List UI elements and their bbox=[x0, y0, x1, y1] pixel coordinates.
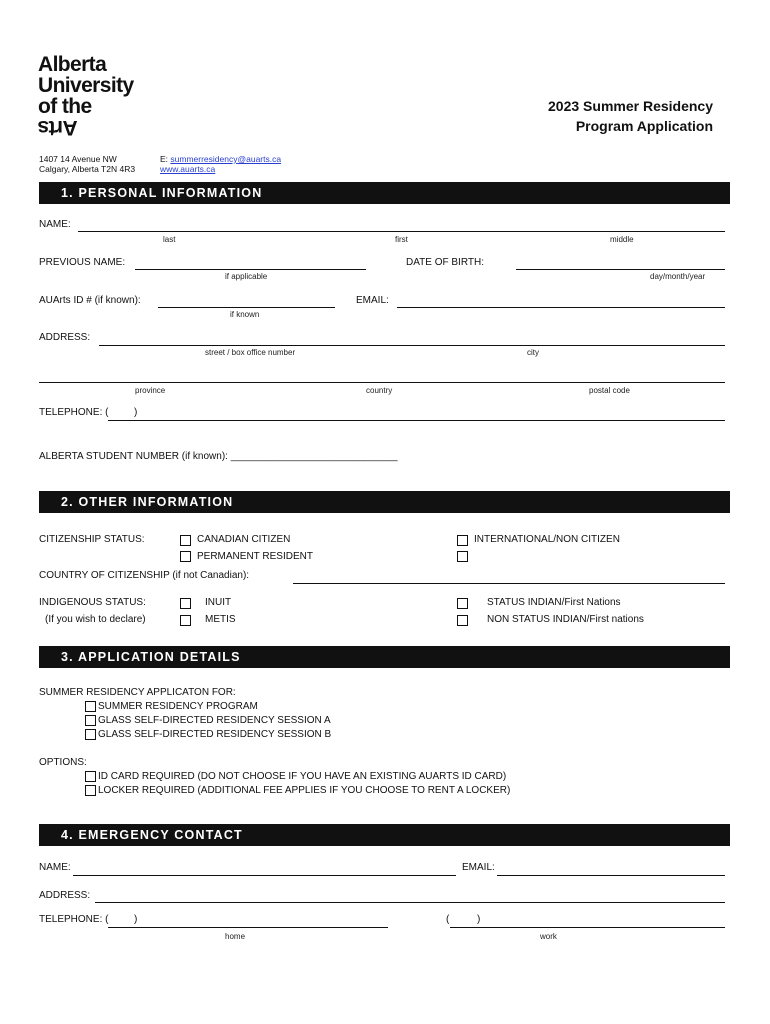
options-label: OPTIONS: bbox=[39, 757, 87, 768]
telephone-label: TELEPHONE: ( bbox=[39, 407, 109, 418]
summer-residency-program-label: SUMMER RESIDENCY PROGRAM bbox=[98, 701, 258, 712]
glass-session-a-checkbox[interactable] bbox=[85, 715, 96, 726]
indigenous-status-label: INDIGENOUS STATUS: bbox=[39, 597, 146, 608]
application-for-label: SUMMER RESIDENCY APPLICATON FOR: bbox=[39, 687, 236, 698]
logo-line-3: of the bbox=[38, 95, 92, 118]
auarts-id-field[interactable] bbox=[158, 307, 335, 308]
emergency-work-close-paren: ) bbox=[477, 914, 481, 925]
telephone-field[interactable] bbox=[108, 420, 725, 421]
country-of-citizenship-field[interactable] bbox=[293, 583, 725, 584]
glass-session-b-checkbox[interactable] bbox=[85, 729, 96, 740]
emergency-telephone-label: TELEPHONE: ( bbox=[39, 914, 109, 925]
previous-name-field[interactable] bbox=[135, 269, 366, 270]
logo-line-1: Alberta bbox=[38, 53, 107, 76]
logo-line-4: Arts bbox=[38, 116, 78, 139]
section-2-title: 2. OTHER INFORMATION bbox=[61, 495, 234, 509]
postal-code-caption: postal code bbox=[589, 386, 630, 395]
section-4-header bbox=[39, 824, 730, 846]
emergency-home-close-paren: ) bbox=[134, 914, 138, 925]
metis-label: METIS bbox=[205, 614, 236, 625]
dob-caption: day/month/year bbox=[650, 272, 706, 281]
section-1-header bbox=[39, 182, 730, 204]
section-4-title: 4. EMERGENCY CONTACT bbox=[61, 828, 243, 842]
permanent-resident-checkbox[interactable] bbox=[180, 551, 191, 562]
email-prefix: E: bbox=[160, 154, 169, 164]
address-label: ADDRESS: bbox=[39, 332, 91, 343]
if-known-caption: if known bbox=[230, 310, 260, 319]
email-field[interactable] bbox=[397, 307, 725, 308]
logo-line-2: University bbox=[38, 74, 134, 97]
locker-checkbox[interactable] bbox=[85, 785, 96, 796]
dob-label: DATE OF BIRTH: bbox=[406, 257, 484, 268]
indigenous-status-note: (If you wish to declare) bbox=[45, 614, 146, 625]
telephone-close-paren: ) bbox=[134, 407, 138, 418]
country-of-citizenship-label: COUNTRY OF CITIZENSHIP (if not Canadian): bbox=[39, 570, 250, 581]
emergency-work-phone-field[interactable] bbox=[450, 927, 725, 928]
canadian-citizen-label: CANADIAN CITIZEN bbox=[197, 534, 291, 545]
middle-caption: middle bbox=[610, 235, 634, 244]
dob-field[interactable] bbox=[516, 269, 725, 270]
country-caption: country bbox=[366, 386, 393, 395]
name-label: NAME: bbox=[39, 219, 71, 230]
address-line-1: 1407 14 Avenue NW bbox=[39, 154, 117, 164]
international-label: INTERNATIONAL/NON CITIZEN bbox=[474, 534, 620, 545]
contact-email-row bbox=[160, 154, 281, 164]
contact-email-link[interactable]: summerresidency@auarts.ca bbox=[170, 154, 282, 164]
locker-label: LOCKER REQUIRED (ADDITIONAL FEE APPLIES IF YOU CHOOSE TO RENT A LOCKER) bbox=[98, 785, 511, 796]
province-caption: province bbox=[135, 386, 166, 395]
section-3-header bbox=[39, 646, 730, 668]
alberta-student-number-label[interactable]: ALBERTA STUDENT NUMBER (if known): ______________________________ bbox=[39, 451, 398, 462]
form-title-line-2: Program Application bbox=[575, 118, 713, 134]
glass-session-b-label: GLASS SELF-DIRECTED RESIDENCY SESSION B bbox=[98, 729, 332, 740]
first-caption: first bbox=[395, 235, 408, 244]
emergency-name-field[interactable] bbox=[73, 875, 456, 876]
section-3-title: 3. APPLICATION DETAILS bbox=[61, 650, 241, 664]
international-checkbox[interactable] bbox=[457, 535, 468, 546]
emergency-home-phone-field[interactable] bbox=[108, 927, 388, 928]
status-indian-label: STATUS INDIAN/First Nations bbox=[487, 597, 621, 608]
citizenship-other-checkbox[interactable] bbox=[457, 551, 468, 562]
if-applicable-caption: if applicable bbox=[225, 272, 268, 281]
address-line-2: Calgary, Alberta T2N 4R3 bbox=[39, 164, 136, 174]
id-card-label: ID CARD REQUIRED (DO NOT CHOOSE IF YOU HAVE AN EXISTING AUARTS ID CARD) bbox=[98, 771, 507, 782]
street-field[interactable] bbox=[99, 345, 725, 346]
last-caption: last bbox=[163, 235, 176, 244]
previous-name-label: PREVIOUS NAME: bbox=[39, 257, 126, 268]
inuit-label: INUIT bbox=[205, 597, 232, 608]
canadian-citizen-checkbox[interactable] bbox=[180, 535, 191, 546]
metis-checkbox[interactable] bbox=[180, 615, 191, 626]
province-country-postal-field[interactable] bbox=[39, 382, 725, 383]
non-status-indian-checkbox[interactable] bbox=[457, 615, 468, 626]
emergency-work-open-paren: ( bbox=[446, 914, 450, 925]
university-logo bbox=[38, 54, 134, 138]
email-label: EMAIL: bbox=[356, 295, 389, 306]
emergency-email-field[interactable] bbox=[497, 875, 725, 876]
glass-session-a-label: GLASS SELF-DIRECTED RESIDENCY SESSION A bbox=[98, 715, 331, 726]
summer-residency-program-checkbox[interactable] bbox=[85, 701, 96, 712]
section-2-header bbox=[39, 491, 730, 513]
name-field[interactable] bbox=[78, 231, 725, 232]
work-caption: work bbox=[540, 932, 557, 941]
inuit-checkbox[interactable] bbox=[180, 598, 191, 609]
id-card-checkbox[interactable] bbox=[85, 771, 96, 782]
home-caption: home bbox=[225, 932, 246, 941]
form-title-line-1: 2023 Summer Residency bbox=[548, 98, 713, 114]
status-indian-checkbox[interactable] bbox=[457, 598, 468, 609]
permanent-resident-label: PERMANENT RESIDENT bbox=[197, 551, 313, 562]
auarts-id-label: AUArts ID # (if known): bbox=[39, 295, 141, 306]
emergency-name-label: NAME: bbox=[39, 862, 71, 873]
website-link[interactable]: www.auarts.ca bbox=[160, 164, 216, 174]
emergency-address-label: ADDRESS: bbox=[39, 890, 91, 901]
street-caption: street / box office number bbox=[205, 348, 296, 357]
non-status-indian-label: NON STATUS INDIAN/First nations bbox=[487, 614, 644, 625]
emergency-address-field[interactable] bbox=[95, 902, 725, 903]
emergency-email-label: EMAIL: bbox=[462, 862, 495, 873]
city-caption: city bbox=[527, 348, 539, 357]
section-1-title: 1. PERSONAL INFORMATION bbox=[61, 186, 263, 200]
citizenship-label: CITIZENSHIP STATUS: bbox=[39, 534, 145, 545]
